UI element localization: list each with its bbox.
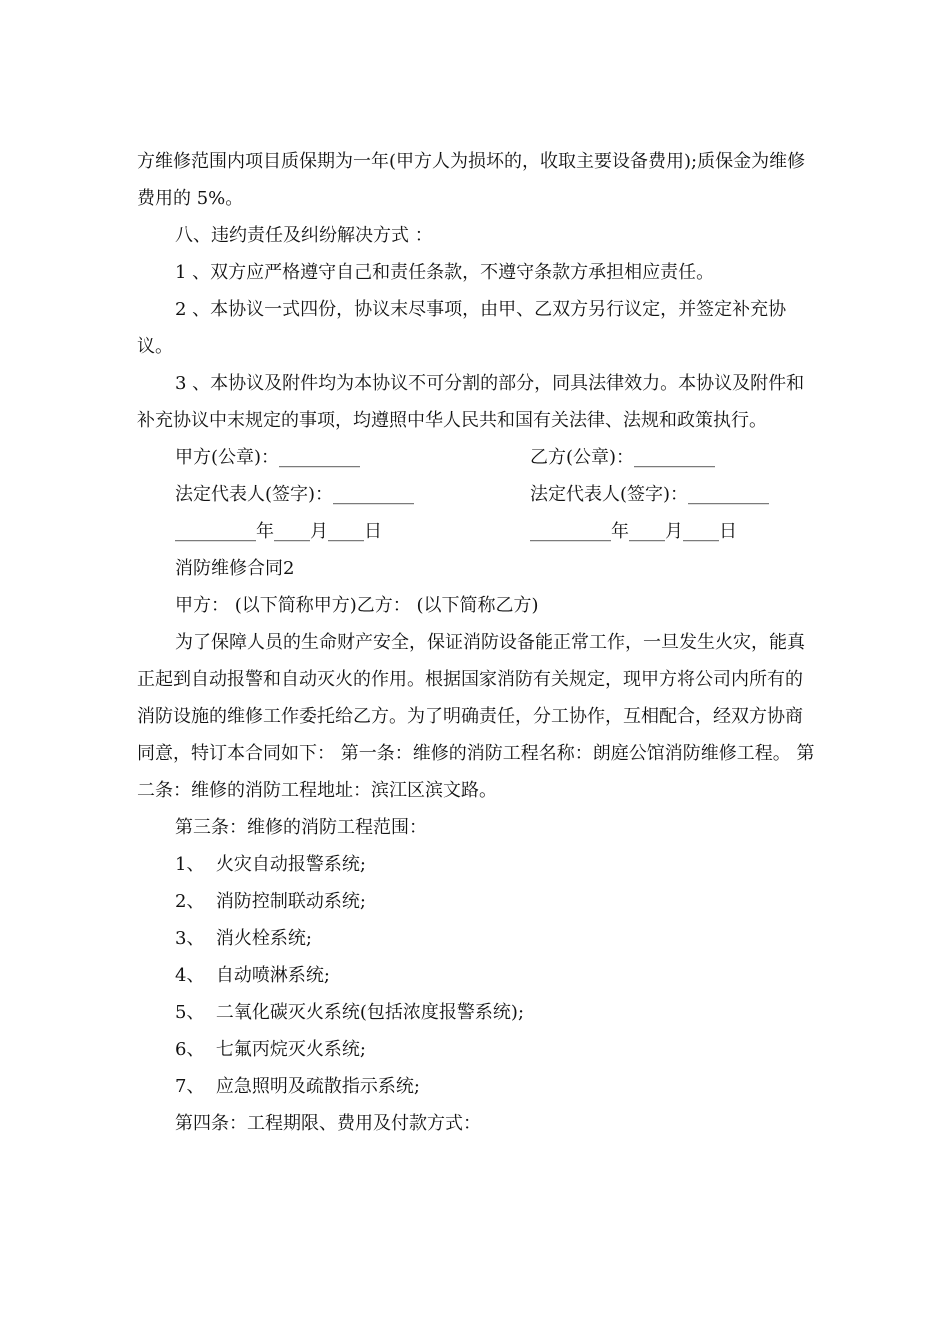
scope-item: 7、 应急照明及疏散指示系统; — [175, 1076, 420, 1097]
article4-heading: 第四条：工程期限、费用及付款方式： — [175, 1113, 481, 1134]
clause-3: 3 、本协议及附件均为本协议不可分割的部分，同具法律效力。本协议及附件和补充协议中末规定的事项，均遵照中华人民共和国有关法律、法规和政策执行。 — [137, 373, 805, 431]
scope-item: 1、 火灾自动报警系统; — [175, 854, 366, 875]
scope-item: 2、 消防控制联动系统; — [175, 891, 366, 912]
party-b-seal: 乙方(公章)：_________ — [530, 447, 716, 468]
document-body — [137, 143, 817, 1142]
signature-row-rep — [137, 476, 817, 513]
party-b-representative: 法定代表人(签字)：_________ — [530, 484, 770, 505]
contract2-intro: 为了保障人员的生命财产安全，保证消防设备能正常工作，一旦发生火灾，能真正起到自动报警和自动灭火的作用。根据国家消防有关规定，现甲方将公司内所有的消防设施的维修工作委托给乙方。为了明确责任，分工协作，互相配合，经双方协商同意，特订本合同如下： 第一条：维修的消防工程名称：朗庭公馆消防维修工程。 第二条：维修的消防工程地址：滨江区滨文路。 — [137, 632, 815, 801]
article3-heading: 第三条：维修的消防工程范围： — [175, 817, 427, 838]
signature-row-date — [137, 513, 817, 550]
contract2-parties: 甲方： (以下简称甲方)乙方： (以下简称乙方) — [175, 595, 539, 616]
party-a-seal: 甲方(公章)：_________ — [175, 447, 361, 468]
party-a-date: _________年____月____日 — [175, 521, 382, 542]
clause-2: 2 、本协议一式四份，协议末尽事项，由甲、乙双方另行议定，并签定补充协议。 — [137, 299, 787, 357]
scope-item: 4、 自动喷淋系统; — [175, 965, 330, 986]
paragraph-warranty: 方维修范围内项目质保期为一年(甲方人为损坏的，收取主要设备费用);质保金为维修费用的 5%。 — [137, 151, 806, 209]
clause-1: 1 、双方应严格遵守自己和责任条款，不遵守条款方承担相应责任。 — [175, 262, 715, 283]
signature-row-seal — [137, 439, 817, 476]
contract2-title: 消防维修合同2 — [175, 558, 295, 579]
section-heading-breach: 八、违约责任及纠纷解决方式 ： — [175, 225, 433, 246]
party-a-representative: 法定代表人(签字)：_________ — [175, 484, 415, 505]
scope-item: 3、 消火栓系统; — [175, 928, 312, 949]
scope-item: 6、 七氟丙烷灭火系统; — [175, 1039, 366, 1060]
party-b-date: _________年____月____日 — [530, 521, 737, 542]
scope-item: 5、 二氧化碳灭火系统(包括浓度报警系统); — [175, 1002, 525, 1023]
